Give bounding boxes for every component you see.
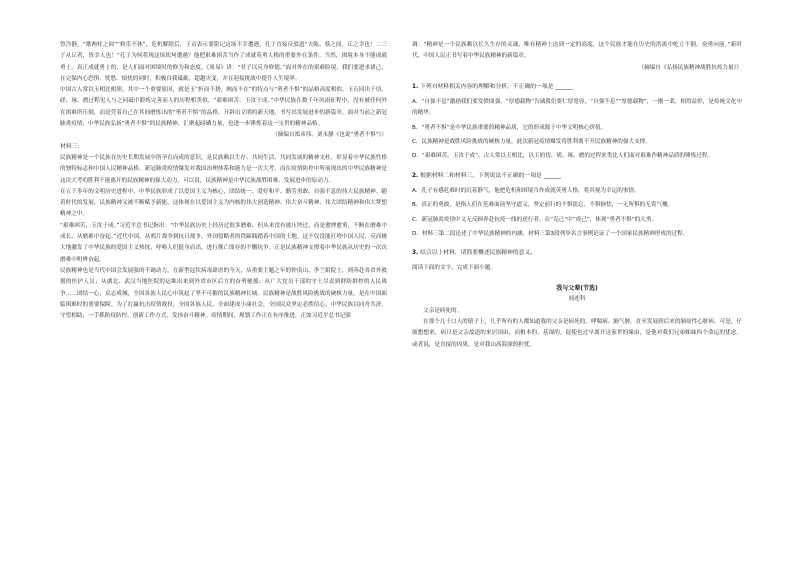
- option-d: D．材料三第二段论述了中华民族精神的内涵，材料三第3段列举名言事例论证了一个国家民族精神形成的过程。: [412, 230, 689, 237]
- option-a: A．孔子有感危难时的沉着静气，他把危机和困境当作成就英勇人格，将其视为幸运的事情。: [412, 187, 640, 194]
- paragraph: 在五千多年的文明历史进程中，中华民族形成了以爱国主义为核心，团结统一、爱好和平、勤劳勇敢、自强不息的伟大民族精神。随着时代的发展，民族精神又被不断赋予新能，这体现在以爱国主义为内核的伟大创造精神、伟大奋斗精神、伟大团结精神和伟大梦想精神之中。: [60, 188, 387, 218]
- question-text: 根据材料二和材料三，下列说法不正确的一项是 ______: [420, 172, 562, 179]
- option-b: B．“勇者不惧”是中华民族重要的精神品质，它的形成源于中华文明核心价值。: [412, 124, 607, 131]
- passage-title: 我与父辈(节选): [556, 284, 598, 292]
- left-column: [60, 40, 387, 322]
- passage-author: 阎连科: [568, 295, 586, 302]
- reading-lead: 阅读下面的文字，完成下面小题。: [412, 265, 496, 272]
- paragraph: 在那个几千口人的镇子上，几乎所有的人都知道我的父亲是病死的。哮喘病、肺气肿，直至发展到后来的肺原性心脏病。可是，仔细想想来，病只是父亲故道的来居国由，而根本的、基深的，促使也过早离开这家世的缘由，是他对我们兄弟姊妹四个命运的忧虑。或者说，是直接的因果，是对我山高海深的担忧。: [412, 319, 742, 348]
- question-text: 下列对材料相关内容的理解和分析，不正确的一项是 ______: [420, 83, 573, 90]
- material-heading: 材料三：: [60, 143, 84, 150]
- question-text: 结合以上材料，请简要概述民族精神的意义。: [420, 250, 537, 257]
- question-3: [412, 248, 742, 259]
- paragraph: 曾冷静，“歌两柱之间”“修乐不休”，危机解除后，子贡表示要铭记这场不幸遭遇，孔子直接反驳道“夫陈、蔡之间，丘之幸也！二三子从丘者，皆幸人也！”孔子为何将现这场坎坷遭遇？他把艰难困苦当作了成就英勇人格的重要外在条件。当然，困境本身不能成就勇士，真正成就勇士的，是人们面对困境时的修为和态度。《周易》讲：“君子以反身修德。”面对外在的艰难险境，我们要进求诸己，在完保内心恐惧、忧愁、烦扰的同时，积极自我砥砺，超越灾变，并在迎接挑战中提升人生境界。: [60, 42, 387, 82]
- source-citation: （摘编自郑彦伟、刘永静《也说“勇者不惧”》）: [272, 132, 387, 139]
- question-1: [412, 82, 742, 93]
- paragraph: “艰难困苦，玉汝于成。”习近平总书记指出：“中华民族历史上经历过很多磨难，但从来没有被压垮过，而是愈挫愈勇，不断在磨难中成长、从磨难中奋起。”近代中国，从鸦片战争到抗日战争，外国侵略者的铁蹄践踏着中国的土地。这不仅没能打垮中国人民，反而极大地激发了中华民族的爱国主义热忱，呼唤人们挺身而出，进行挽亡图存的不懈抗争。正是民族精神支撑着中华民族从历史的一次次磨难中明辨奋起。: [60, 222, 387, 263]
- paragraph: 民族精神也是当代中国会发展强的不竭动力。在新型冠状病毒肆虐的今天，从重要主题之年的钟南山、李兰娟院士，到奔赴各省外救援的医护人员；从湖北、武汉当地医院的运维出来到外省市区后方的奋勇驰援；从广大党员干部的守土尽责到群防群控的人民战争……团结一心，众志成城，全国各族人民心中筑起了坚不可摧的民族精神长城。民族精神是战胜风险挑战的硬核力量，是在中国面临困难时的重要保障。为了打赢抗击疫情战役，全国各族人民，全面建成小康社会，全国民众坚定必胜信心，中华民族以同舟共济，守望相助，一手抓防疫防控，创新工作方式，发扬奋斗精神。疫情期间，规划工作正在有序推进，正如习近平总书记强: [60, 267, 387, 320]
- option-c: C．新冠肺炎疫情中义无反顾奔赴抗疫一线的逆行者，在“克己”中“成己”，体现“勇者不惧”的大勇。: [412, 216, 658, 223]
- question-number: 3.: [412, 250, 419, 257]
- paragraph: 父亲是病死的。: [423, 307, 463, 314]
- question-2: [412, 171, 742, 182]
- option-a: A．“自强不息”激励我们要发愤图强，“厚德载物”告诫我们要仁厚宽容，“自强不息”“厚德载物”，一刚一柔，相得益彰，是传统文化中的精华。: [412, 99, 742, 117]
- source-citation: （摘编自《弘扬民族精神战胜抗疫力量》）: [638, 64, 742, 71]
- paragraph: 调：“精神是一个民族赖以长久生存的灵魂，唯有精神上达到一定的高度，这个民族才能在历史的洪流中屹立不倒、奋勇向前。”新时代，中国人民正书写着中华民族精神的新篇章。: [412, 42, 742, 60]
- paragraph: 中国古人常以玉相比相照。其中一个重要原因，就是玉“折而不挠，阙而不在”的特点与“勇者不惧”的品格高度相似。玉石同出于切、磋、琢、磨过程见人与之同砥中锻炼完善而人的历程相类似。“艰难困苦，玉汝于成。”中华民族在数千年风雨征程中，没有被任何外在困难所压倒，而是凭着自己在其间磨炼出的“勇者不惧”的品格，开辟出文明的新天地，书写出发展进步的新篇章。面对当前之新冠肺炎疫情，中华民族弘扬“勇者不惧”的民族精神，汇聚起磅礴力量，也进一步锤炼着这一宝贵的精神品格。: [60, 87, 387, 128]
- question-number: 1.: [412, 83, 419, 90]
- question-number: 2.: [412, 172, 419, 179]
- right-column: [412, 40, 742, 351]
- paragraph: 民族精神是一个民族在历史长期发展中所孕育而成的意识，是民族赖以生存、共同生活、共同发展的精神支柱，彰显着中华民族性格的独特标志和中国人民精神品格。新冠肺炎疫情爆发对我国治理体系和能力是一次大考，而在疫情防控中所展现出的中华民族精神是这次大考的胜利不能离开的民族精神的强大动力，可以说，民族精神是中华民族战胜困难、发展进步的原动力。: [60, 154, 387, 184]
- option-c: C．民族精神是战胜风险挑战的硬核力量，此次新冠疫情爆发将胜利离不开民族精神的强大支撑。: [412, 139, 651, 146]
- option-d: D．“艰难困苦，玉汝于成”，古人常以玉相比，以玉的切、磋、琢、磨的过程来类比人们面对艰难作精神品质的锤炼过程。: [412, 153, 713, 160]
- option-b: B．真正的勇敢，是指人们在危难面前坚守道义，坚定前行的不惧淡忘、不惧恼怯，一无所惧的无畏气概。: [412, 202, 674, 209]
